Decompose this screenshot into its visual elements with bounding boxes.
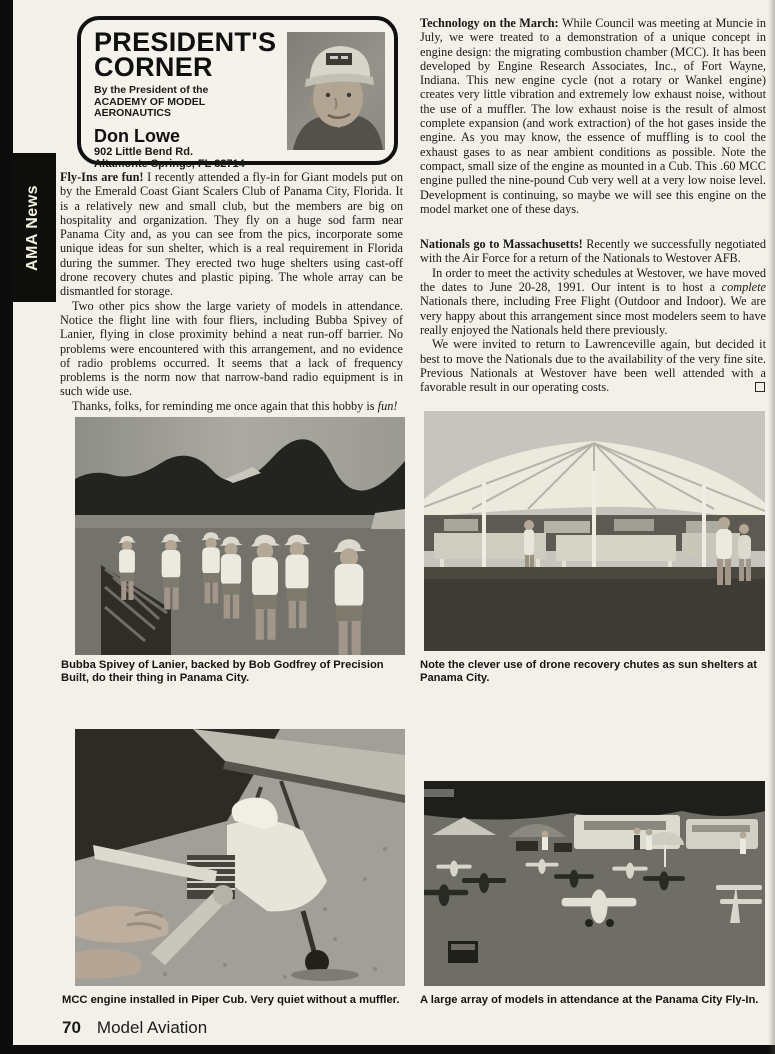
portrait-illustration <box>287 32 385 150</box>
nationals-p2-before: In order to meet the activity schedules at Westover, we have moved the dates to June 20-28, 1991. Our intent is to host a <box>420 265 766 295</box>
paragraph-flyins-3 <box>60 399 403 413</box>
byline <box>94 85 284 120</box>
flyins-p1-text: I recently attended a fly-in for Giant models put on by the Emerald Coast Giant Scalers Club of Panama City, Florida. It is a relatively new and small club, but the members are big on hospitality and organization. They fly on a huge sod farm near Panama City and, as you can see from the pics, incorporate some unique ideas for sun shelter, which is a real requirement in Florida during the summer. They erected two huge shelters using cast-off drone recovery chutes and plastic piping. The whole array can be dismantled for storage. <box>60 170 403 299</box>
caption-model-array: A large array of models in attendance at the Panama City Fly-In. <box>420 994 759 1006</box>
column-title-line1: PRESIDENT'S <box>94 27 277 57</box>
masthead-text <box>94 27 284 171</box>
presidents-corner-masthead <box>77 16 398 170</box>
paragraph-nationals-3 <box>420 337 766 394</box>
caption-mcc-engine: MCC engine installed in Piper Cub. Very quiet without a muffler. <box>62 994 400 1006</box>
nationals-p2-emphasis: complete <box>721 280 766 295</box>
article-column-left <box>60 170 403 413</box>
paragraph-nationals-1 <box>420 237 766 266</box>
article-column-right <box>420 16 766 394</box>
flyins-p3-emphasis: fun! <box>377 398 398 413</box>
column-title <box>94 27 284 82</box>
end-of-article-box <box>755 382 765 392</box>
author-address-line1: 902 Little Bend Rd. <box>94 145 194 158</box>
model-array-illustration <box>424 781 765 986</box>
byline-line2: ACADEMY OF MODEL AERONAUTICS <box>94 95 206 119</box>
technology-lead: Technology on the March: <box>420 16 559 30</box>
photo-sun-shelters <box>424 411 765 651</box>
photo-model-array <box>424 781 765 986</box>
page-footer <box>62 1018 207 1038</box>
author-address-line2: Altamonte Springs, FL 32714 <box>94 158 245 170</box>
sun-shelters-illustration <box>424 411 765 651</box>
byline-line1: By the President of the <box>94 84 209 96</box>
flyins-p3-text: Thanks, folks, for reminding me once again that this hobby is <box>72 398 378 413</box>
bottom-edge-bar <box>0 1045 775 1054</box>
author-portrait-photo <box>287 32 385 150</box>
paragraph-flyins-1 <box>60 170 403 299</box>
sidebar-tab-label: AMA News <box>24 184 42 271</box>
nationals-lead: Nationals go to Massachusetts! <box>420 237 583 252</box>
caption-sun-shelters: Note the clever use of drone recovery chutes as sun shelters at Panama City. <box>420 659 757 685</box>
caption-flight-line: Bubba Spivey of Lanier, backed by Bob Godfrey of Precision Built, do their thing in Panama City. <box>61 659 384 685</box>
sidebar-tab-ama-news <box>11 153 56 302</box>
flyins-lead: Fly-Ins are fun! <box>60 170 144 184</box>
scan-edge-shadow <box>768 0 775 1054</box>
nationals-p3-text: We were invited to return to Lawrenceville again, but decided it best to move the Nationals due to the availability of the very fine site. Previous Nationals at Westover have been well attended with a favorable result in our operating costs. <box>420 337 766 395</box>
author-address <box>94 146 284 171</box>
mcc-engine-illustration <box>75 729 405 986</box>
photo-mcc-engine <box>75 729 405 986</box>
page-number: 70 <box>62 1018 81 1037</box>
photo-flight-line <box>75 417 405 655</box>
paragraph-nationals-2 <box>420 266 766 337</box>
author-name: Don Lowe <box>94 125 180 146</box>
magazine-title: Model Aviation <box>96 1018 208 1037</box>
column-title-line2: CORNER <box>94 52 213 82</box>
flight-line-illustration <box>75 417 405 655</box>
technology-p1-text: While Council was meeting at Muncie in July, we were treated to a demonstration of a unique concept in engine design: the migrating combustion chamber (MCC). It has been developed by Engine Research Associates, Inc., of Fort Wayne, Indiana. This new engine cycle (not a rotary or Wankel engine) creates very little vibration and extremely low exhaust noise, without the use of a muffler. The low exhaust noise is the result of almost complete expansion (and work extraction) of the hot gases inside the engine. As you may know, the essence of muffling is to cool the exhaust gases to as near ambient conditions as possible. Note the compact, small size of the engine as mounted in a Cub. This .60 MCC engine pulled the nine-pound Cub very well at a very low noise level. Development is continuing, so maybe we will see this engine on the model market one of these days. <box>420 16 766 216</box>
paragraph-technology-1 <box>420 16 766 216</box>
nationals-p1-text: Recently we successfully negotiated with the Air Force for a return of the Nationals to Westover AFB. <box>420 237 766 266</box>
paragraph-flyins-2: Two other pics show the large variety of models in attendance. Notice the flight line with four fliers, including Bubba Spivey of Lanier, flying in close proximity behind a neat run-off barrier. No problems were encountered with this arrangement, and no evidence of radio problems occurred. It seems that a lack of frequency problems is the norm now that narrow-band radio equipment is in such wide use. <box>60 298 403 399</box>
nationals-p2-after: Nationals there, including Free Flight (Outdoor and Indoor). We are very happy about this arrangement since most modelers seem to have really enjoyed the Nationals held there previously. <box>420 294 766 337</box>
